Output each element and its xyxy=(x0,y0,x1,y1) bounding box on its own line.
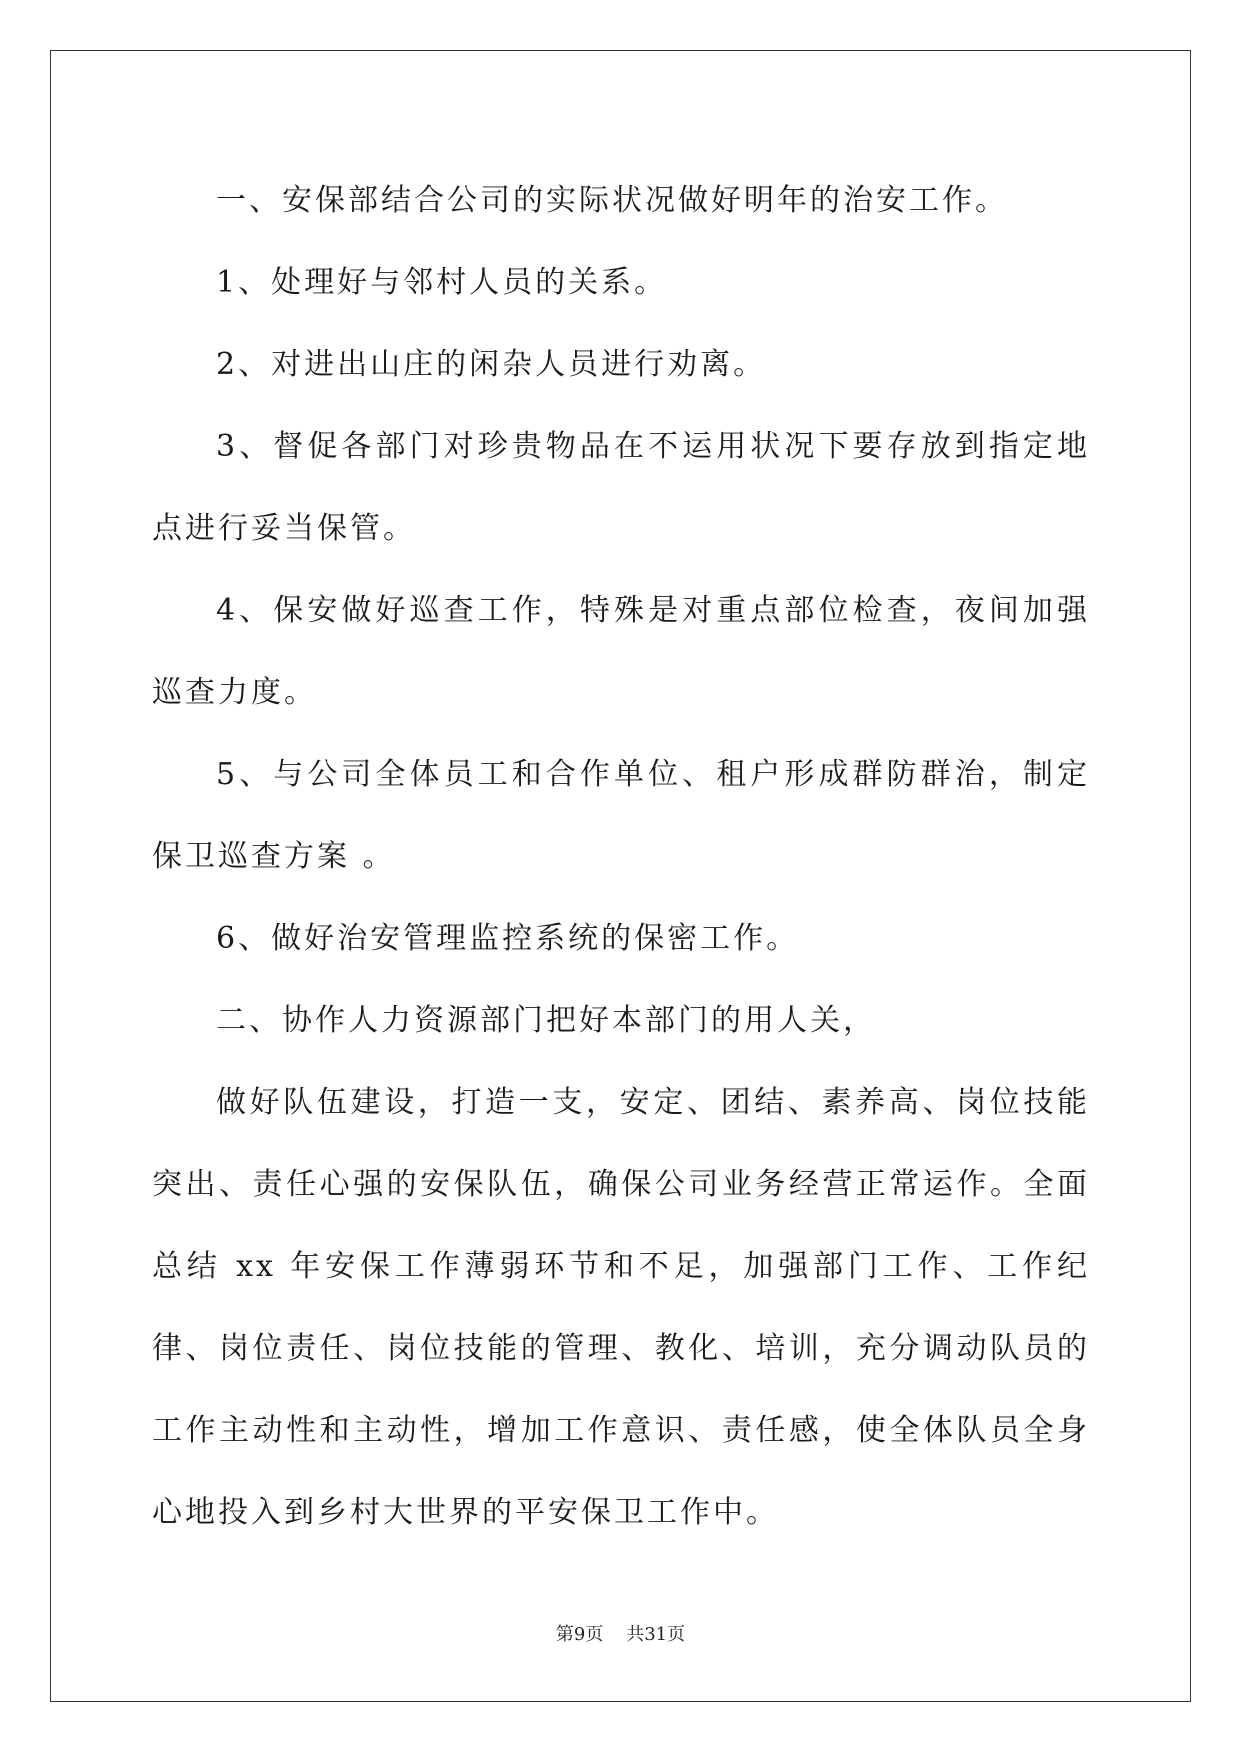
footer-page-number: 9 xyxy=(573,1624,586,1645)
paragraph-item-2: 2、对进出山庄的闲杂人员进行劝离。 xyxy=(216,347,767,382)
footer-page-prefix: 第 xyxy=(555,1624,574,1645)
footer-total-suffix: 页 xyxy=(667,1624,686,1645)
paragraph-item-6: 6、做好治安管理监控系统的保密工作。 xyxy=(216,921,800,956)
footer-total-prefix: 共 xyxy=(626,1624,645,1645)
document-body xyxy=(152,160,1090,1554)
paragraph-section-2-heading: 二、协作人力资源部门把好本部门的用人关， xyxy=(216,1003,876,1038)
paragraph-item-1: 1、处理好与邻村人员的关系。 xyxy=(216,265,668,300)
paragraph-item-3: 3、督促各部门对珍贵物品在不运用状况下要存放到指定地点进行妥当保管。 xyxy=(152,429,1090,546)
paragraph-item-5: 5、与公司全体员工和合作单位、租户形成群防群治，制定保卫巡查方案 。 xyxy=(152,757,1090,874)
footer-total-pages: 31 xyxy=(644,1624,668,1645)
paragraph-section-1-heading: 一、安保部结合公司的实际状况做好明年的治安工作。 xyxy=(216,183,1008,218)
paragraph-item-4: 4、保安做好巡查工作，特殊是对重点部位检查，夜间加强巡查力度。 xyxy=(152,593,1090,710)
footer-page-suffix: 页 xyxy=(585,1624,604,1645)
paragraph-section-2-body: 做好队伍建设，打造一支，安定、团结、素养高、岗位技能突出、责任心强的安保队伍，确保公司业务经营正常运作。全面总结 xx 年安保工作薄弱环节和不足，加强部门工作、工作纪律、岗位责任、岗位技能的管理、教化、培训，充分调动队员的工作主动性和主动性，增加工作意识、责任感，使全体队员全身心地投入到乡村大世界的平安保卫工作中。 xyxy=(152,1085,1090,1530)
page-footer xyxy=(0,1620,1241,1646)
